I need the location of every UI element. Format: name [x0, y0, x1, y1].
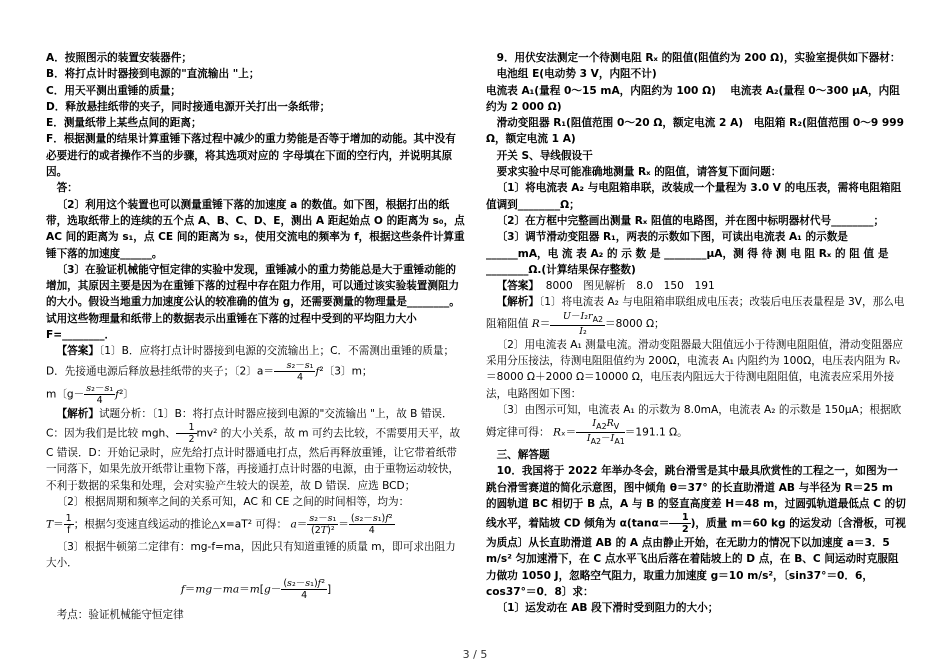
answer-prompt: 答： [56, 182, 78, 195]
option-c: C．用天平测出重锤的质量； [46, 84, 181, 97]
answer-block: 【答案】〔1〕B．应将打点计时器接到电源的交流输出上；C．不需测出重锤的质量； D．先接通电源后释放悬挂纸带的夹子；〔2〕a＝ $\frac{\text{s₂－s₁}}{4}$ f²〔3〕m； [46, 345, 455, 383]
analysis-label: 【解析】 [496, 296, 539, 309]
answer-text-3: m〔g－ [46, 388, 85, 401]
analysis-3: 〔3〕由图示可知，电流表 A₁ 的示数为 8.0mA，电流表 A₂ 的示数是 150μA；根据欧姆定律可得： Rₓ＝ $\frac{I_{A2}R_V}{I_{A2}-I_{A1}}$ ＝191.1 Ω。 [486, 403, 902, 446]
question-9: 9．用伏安法测定一个待测电阻 Rₓ 的阻值(阻值约为 200 Ω)，实验室提供如下器材： [496, 52, 901, 64]
option-e: E．测量纸带上某些点间的距离； [46, 117, 202, 130]
equipment-2: 电流表 A₁(量程 0～15 mA，内阻约为 100 Ω) 电流表 A₂(量程 0～300 μA，内阻约为 2 000 Ω) [486, 84, 900, 113]
answer-values: 【答案】 8000 图见解析 8.0 150 191 [496, 280, 715, 293]
left-column [46, 50, 466, 623]
equipment-4: 开关 S、导线假设干 [496, 149, 593, 162]
answer-label: 【答案】 [496, 280, 539, 293]
question-2: 〔2〕利用这个装置也可以测量重锤下落的加速度 a 的数值。如下图，根据打出的纸带，选取纸带上的连续的五个点 A、B、C、D、E，测出 A 距起始点 O 的距离为 s₀，点 AC 间的距离为 s₁，点 CE 间的距离为 s₂，使用交流电的频率为 f，根据这些条件计算重锤下落的加速度______。 [46, 198, 465, 260]
half-fraction: $\frac{1}{2}$ [176, 422, 197, 445]
right-column [486, 50, 906, 617]
page-number: 3 / 5 [462, 648, 488, 661]
analysis-1: 【解析】试题分析：〔1〕B：将打点计时器应接到电源的"交流输出 "上，故 B 错误．C：因为我们是比较 mgh、 $\frac{1}{2}$ mv² 的大小关系，故 m 可约去比较，不需要用天平，故 C 错误．D：开始记录时，应先给打点计时器通电打点，然后再释放重锤，让它带着纸带一同落下，如果先放开纸带让重物下落，再接通打点计时器的电源，由于重物运动较快，不利于数据的采集和处理，会对实验产生较大的误差，故 D 错误．应选 BCD； [46, 407, 461, 492]
option-f: F．根据测量的结果计算重锤下落过程中减少的重力势能是否等于增加的动能。其中没有必要进行的或者操作不当的步骤，将其选项对应的 字母填在下面的空行内，并说明其原因。 [46, 133, 456, 179]
option-a: A．按照图示的装置安装器件； [46, 52, 192, 64]
accel-fraction: $\frac{\text{s₂－s₁}}{4}$ [274, 360, 316, 383]
analysis-2: 〔2〕根据周期和频率之间的关系可知，AC 和 CE 之间的时间相等，均为： [56, 495, 410, 508]
force-fraction: $\frac{\text{s₂－s₁}}{4}$ [86, 382, 114, 406]
analysis-1: 【解析】〔1〕将电流表 A₂ 与电阻箱串联组成电压表；改装后电压表量程是 3V，那么电阻箱阻值 R＝ $\frac{U-I_2r_{A2}}{\text{I₂}}$ ＝8000 Ω； [486, 296, 905, 337]
question-10-part-1: 〔1〕运发动在 AB 段下滑时受到阻力的大小； [496, 602, 719, 615]
section-3-title: 三、解答题 [496, 448, 550, 461]
sub-question-3: 〔3〕调节滑动变阻器 R₁，两表的示数如下图，可读出电流表 A₁ 的示数是______mA，电 流 表 A₂ 的 示 数 是 ________μA，测 得 待 测 电 阻 Rₓ 的 阻 值 是________Ω.(计算结果保存整数) [486, 231, 889, 276]
analysis-2-formula: T＝ $\frac{1}{f}$ ；根据匀变速直线运动的推论△x=aT² 可得： a＝ $\frac{\text{s₂－s₁}}{\text{(2T)²}}$ ＝ $\frac{\text{(s₂－s₁)f²}}{4}$ [46, 513, 393, 537]
answer-block-2: m〔g－ $\frac{\text{s₂－s₁}}{4}$ f²〕 [46, 382, 134, 406]
requirement: 要求实验中尽可能准确地测量 Rₓ 的阻值，请答复下面问题： [496, 166, 782, 179]
answer-text-2: 〔3〕m； [323, 365, 373, 378]
analysis-3-formula: f＝mg－ma＝m[g－ $\frac{\text{(s₂－s₁)f²}}{4}$ ] [180, 577, 332, 601]
question-3: 〔3〕在验证机械能守恒定律的实验中发现，重锤减小的重力势能总是大于重锤动能的增加，其原因主要是因为在重锤下落的过程中存在阻力作用，可以通过该实验装置测阻力的大小。假设当地重力加速度公认的较准确的值为 g，还需要测量的物理量是________。试用这些物理量和纸带上的数据表示出重锤在下落的过程中受到的平均阻力大小 F=________． [46, 263, 460, 342]
equipment-3: 滑动变阻器 R₁(阻值范围 0～20 Ω，额定电流 2 A) 电阻箱 R₂(阻值范围 0～9 999 Ω，额定电流 1 A) [486, 117, 905, 146]
answer-text: 〔1〕B．应将打点计时器接到电源的交流输出上；C．不需测出重锤的质量； D．先接通电源后释放悬挂纸带的夹子；〔2〕a＝ [46, 345, 455, 378]
kaodian: 考点：验证机械能守恒定律 [56, 608, 184, 621]
equipment-1: 电池组 E(电动势 3 V，内阻不计) [496, 68, 657, 81]
sub-question-1: 〔1〕将电流表 A₂ 与电阻箱串联，改装成一个量程为 3.0 V 的电压表，需将电阻箱阻值调到________Ω； [486, 182, 902, 211]
question-10: 10．我国将于 2022 年举办冬会，跳台滑雪是其中最具欣赏性的工程之一，如图为一跳台滑雪赛道的简化示意图，图中倾角 θ＝37° 的长直助滑道 AB 与半径为 R＝25 m 的圆轨道 BC 相切于 B 点，A 与 B 的竖直高度差 H＝48 m，过圆弧轨道最低点 C 的切线水平，着陆坡 CD 倾角为 α(tanα＝ $\frac{1}{2}$ )，质量 m＝60 kg 的运发动〔含滑板，可视为质点〕从长直助滑道 AB 的 A 点由静止开始，在无助力的情况下以加速度 a＝3．5 m/s² 匀加速滑下，在 C 点水平飞出后落在着陆坡上的 D 点，在 B、C 间运动时克服阻力做功 1050 J，忽略空气阻力，取重力加速度 g＝10 m/s²，〔sin37°＝0．6，cos37°＝0．8〕求： [486, 465, 906, 598]
sub-question-2: 〔2〕在方框中完整画出测量 Rₓ 阻值的电路图，并在图中标明器材代号________； [496, 214, 885, 227]
option-b: B．将打点计时器接到电源的"直流输出 "上； [46, 68, 260, 81]
option-d: D．释放悬挂纸带的夹子，同时接通电源开关打出一条纸带； [46, 100, 331, 113]
analysis-2: 〔2〕用电流表 A₁ 测量电流。滑动变阻器最大阻值远小于待测电阻阻值，滑动变阻器应采用分压接法，待测电阻阻值约为 200Ω，电流表 A₁ 内阻约为 100Ω，电压表内阻为 Rᵥ＝8000 Ω＋2000 Ω＝10000 Ω，电压表内阻远大于待测电阻阻值，电流表应采用外接法，电路图如下图： [486, 338, 903, 400]
analysis-label: 【解析】 [56, 407, 99, 420]
analysis-3: 〔3〕根据牛顿第二定律有：mg-f=ma，因此只有知道重锤的质量 m，即可求出阻力大小． [46, 541, 456, 570]
answer-label: 【答案】 [56, 345, 99, 358]
